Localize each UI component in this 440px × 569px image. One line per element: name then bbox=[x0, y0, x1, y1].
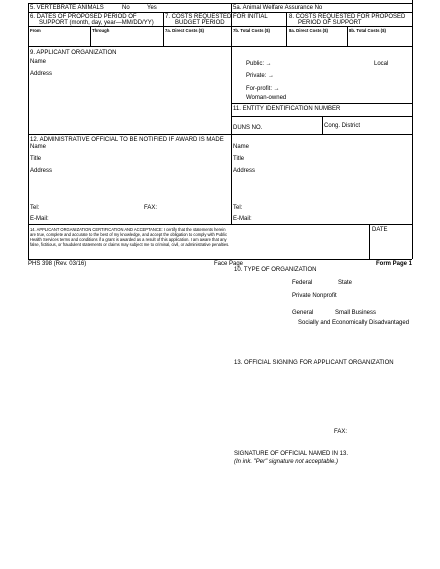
admin-tel-field[interactable]: Tel: bbox=[30, 205, 40, 211]
face-page-label: Face Page bbox=[214, 261, 244, 267]
small-business-option[interactable]: Small Business bbox=[335, 310, 377, 316]
dates-of-support-subtitle: SUPPORT (month, day, year—MM/DD/YY) bbox=[39, 20, 154, 26]
signer-name-field[interactable]: Name bbox=[233, 144, 250, 150]
initial-budget-subtitle: BUDGET PERIOD bbox=[175, 20, 225, 26]
form-page-label: Form Page 1 bbox=[376, 261, 413, 267]
initial-direct-costs-field[interactable]: 7a. Direct Costs ($) bbox=[165, 28, 204, 33]
state-option[interactable]: State bbox=[338, 280, 353, 286]
rule bbox=[28, 134, 412, 135]
rule bbox=[28, 26, 412, 27]
rule bbox=[28, 224, 412, 225]
general-option[interactable]: General bbox=[292, 310, 314, 316]
rule bbox=[163, 12, 164, 46]
rule bbox=[28, 46, 412, 47]
administrative-official-title: 12. ADMINISTRATIVE OFFICIAL TO BE NOTIFIED IF AWARD IS MADE bbox=[30, 137, 224, 143]
rule bbox=[369, 224, 370, 259]
rule bbox=[286, 12, 287, 46]
signer-address-field[interactable]: Address bbox=[233, 168, 256, 174]
proposed-total-costs-field[interactable]: 8b. Total Costs ($) bbox=[349, 28, 386, 33]
rule bbox=[322, 116, 323, 134]
rule bbox=[412, 3, 413, 259]
private-option[interactable]: Private: → bbox=[246, 73, 275, 79]
organization-address-field[interactable]: Address bbox=[30, 71, 53, 77]
initial-budget-title: 7. COSTS REQUESTED FOR INITIAL bbox=[165, 14, 268, 20]
rule bbox=[28, 259, 412, 260]
type-of-organization-caption: 10. TYPE OF ORGANIZATION bbox=[234, 267, 317, 273]
admin-address-field[interactable]: Address bbox=[30, 168, 53, 174]
signer-fax-field[interactable]: FAX: bbox=[334, 429, 348, 435]
animal-welfare-assurance-field[interactable]: 5a. Animal Welfare Assurance No bbox=[233, 5, 323, 11]
vertebrate-animals-label: 5. VERTEBRATE ANIMALS bbox=[30, 5, 104, 11]
admin-name-field[interactable]: Name bbox=[30, 144, 47, 150]
dates-of-support-title: 6. DATES OF PROPOSED PERIOD OF bbox=[30, 14, 137, 20]
from-date-field[interactable]: From bbox=[30, 28, 41, 33]
duns-number-field[interactable]: DUNS NO. bbox=[233, 125, 263, 131]
private-nonprofit-option[interactable]: Private Nonprofit bbox=[292, 293, 337, 299]
admin-title-field[interactable]: Title bbox=[30, 156, 42, 162]
admin-email-field[interactable]: E-Mail: bbox=[30, 216, 49, 222]
local-option[interactable]: Local bbox=[374, 61, 389, 67]
public-option[interactable]: Public: → bbox=[246, 61, 272, 67]
congressional-district-field[interactable]: Cong. District bbox=[324, 123, 361, 129]
proposed-direct-costs-field[interactable]: 8a. Direct Costs ($) bbox=[289, 28, 328, 33]
for-profit-option[interactable]: For-profit: → bbox=[246, 86, 280, 92]
proposed-period-subtitle: PERIOD OF SUPPORT bbox=[298, 20, 362, 26]
rule bbox=[347, 26, 348, 46]
official-signing-caption: 13. OFFICIAL SIGNING FOR APPLICANT ORGANIZATION bbox=[234, 360, 394, 366]
vertebrate-no-option[interactable]: No bbox=[122, 5, 130, 11]
initial-total-costs-field[interactable]: 7b. Total Costs ($) bbox=[233, 28, 270, 33]
form-number: PHS 398 (Rev. 03/16) bbox=[28, 261, 87, 267]
rule bbox=[28, 3, 412, 4]
entity-identification-title: 11. ENTITY IDENTIFICATION NUMBER bbox=[233, 106, 341, 112]
through-date-field[interactable]: Through bbox=[92, 28, 110, 33]
rule bbox=[231, 3, 232, 224]
vertebrate-yes-option[interactable]: Yes bbox=[147, 5, 157, 11]
signer-email-field[interactable]: E-Mail: bbox=[233, 216, 252, 222]
signature-field[interactable]: SIGNATURE OF OFFICIAL NAMED IN 13. bbox=[234, 451, 349, 457]
signature-note: (In ink. "Per" signature not acceptable.) bbox=[234, 459, 338, 465]
certification-statement: 14. APPLICANT ORGANIZATION CERTIFICATION AND ACCEPTANCE: I certify that the statements herein are true, complete and accurate to the best of my knowledge, and accept the obligation to comply with Public Health Services terms and conditions if a grant is awarded as a result of this application. I am aware that any false, fictitious, or fraudulent statements or claims may subject me to criminal, civil, or administrative penalties. bbox=[30, 227, 230, 247]
federal-option[interactable]: Federal bbox=[292, 280, 313, 286]
proposed-period-title: 8. COSTS REQUESTED FOR PROPOSED bbox=[289, 14, 406, 20]
disadvantaged-option[interactable]: Socially and Economically Disadvantaged bbox=[298, 320, 410, 326]
woman-owned-option[interactable]: Woman-owned bbox=[246, 95, 287, 101]
signer-tel-field[interactable]: Tel: bbox=[233, 205, 243, 211]
signer-title-field[interactable]: Title bbox=[233, 156, 245, 162]
admin-fax-field[interactable]: FAX: bbox=[144, 205, 158, 211]
rule bbox=[28, 3, 29, 259]
date-field[interactable]: DATE bbox=[372, 227, 388, 233]
rule bbox=[90, 26, 91, 46]
rule bbox=[28, 12, 412, 13]
applicant-organization-title: 9. APPLICANT ORGANIZATION bbox=[30, 50, 117, 56]
organization-name-field[interactable]: Name bbox=[30, 59, 47, 65]
rule bbox=[231, 103, 412, 104]
